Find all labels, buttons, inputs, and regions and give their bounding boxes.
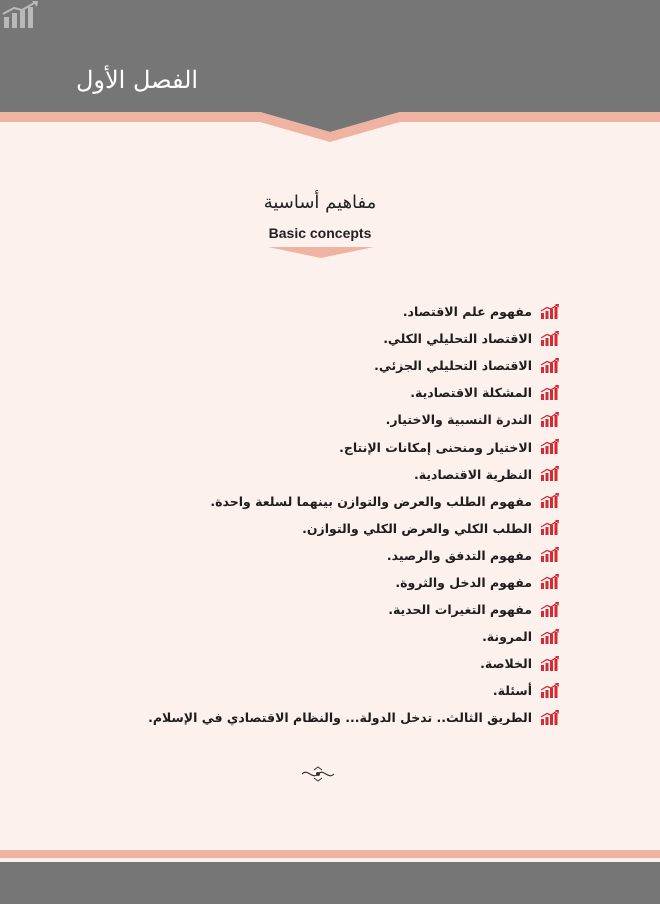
rising-bar-chart-icon [540,710,560,726]
rising-bar-chart-icon [540,358,560,374]
logo-chart-icon [0,0,46,30]
topic-label: مفهوم علم الاقتصاد. [402,304,532,320]
topics-list [80,298,560,732]
footer-band [0,850,660,858]
chapter-header [0,0,660,142]
topic-label: النظرية الاقتصادية. [414,466,532,482]
rising-bar-chart-icon [540,602,560,618]
topic-item [80,704,560,731]
rising-bar-chart-icon [540,574,560,590]
rising-bar-chart-icon [540,385,560,401]
topic-item [80,515,560,542]
topic-label: الاقتصاد التحليلي الكلي. [383,331,532,347]
title-underline-chevron [268,247,374,259]
section-subtitle: Basic concepts [268,225,372,241]
section-title: مفاهيم أساسية [263,192,377,213]
rising-bar-chart-icon [540,656,560,672]
topic-item [80,650,560,677]
topic-item [80,406,560,433]
topic-item [80,352,560,379]
topic-item [80,596,560,623]
topic-item [80,677,560,704]
rising-bar-chart-icon [540,520,560,536]
rising-bar-chart-icon [540,547,560,563]
topic-label: الاختيار ومنحنى إمكانات الإنتاج. [339,439,532,455]
footer-bar [0,862,660,904]
topic-item [80,461,560,488]
topic-item [80,542,560,569]
rising-bar-chart-icon [540,466,560,482]
topic-item [80,298,560,325]
topic-label: مفهوم التغيرات الحدية. [388,602,532,618]
topic-label: الندرة النسبية والاختيار. [385,412,532,428]
topic-label: مفهوم التدفق والرصيد. [386,547,532,563]
rising-bar-chart-icon [540,683,560,699]
rising-bar-chart-icon [540,629,560,645]
topic-label: مفهوم الدخل والثروة. [395,574,532,590]
topic-item [80,433,560,460]
rising-bar-chart-icon [540,331,560,347]
topic-item [80,569,560,596]
rising-bar-chart-icon [540,412,560,428]
topic-label: الطلب الكلي والعرض الكلي والتوازن. [302,520,532,536]
topic-label: مفهوم الطلب والعرض والتوازن بينهما لسلعة واحدة. [210,493,532,509]
rising-bar-chart-icon [540,493,560,509]
topic-label: الاقتصاد التحليلي الجزئي. [374,358,532,374]
topic-label: الطريق الثالث.. تدخل الدولة... والنظام الاقتصادي في الإسلام. [148,710,532,726]
topic-item [80,623,560,650]
topic-label: المشكلة الاقتصادية. [410,385,532,401]
topic-item [80,488,560,515]
page-footer [0,850,660,904]
floral-ornament-icon [300,766,336,782]
rising-bar-chart-icon [540,304,560,320]
rising-bar-chart-icon [540,439,560,455]
topic-label: الخلاصة. [480,656,532,672]
topic-label: المرونة. [482,629,532,645]
topic-item [80,325,560,352]
chapter-title: الفصل الأول [75,66,199,94]
topic-label: أسئلة. [492,683,532,699]
topic-item [80,379,560,406]
